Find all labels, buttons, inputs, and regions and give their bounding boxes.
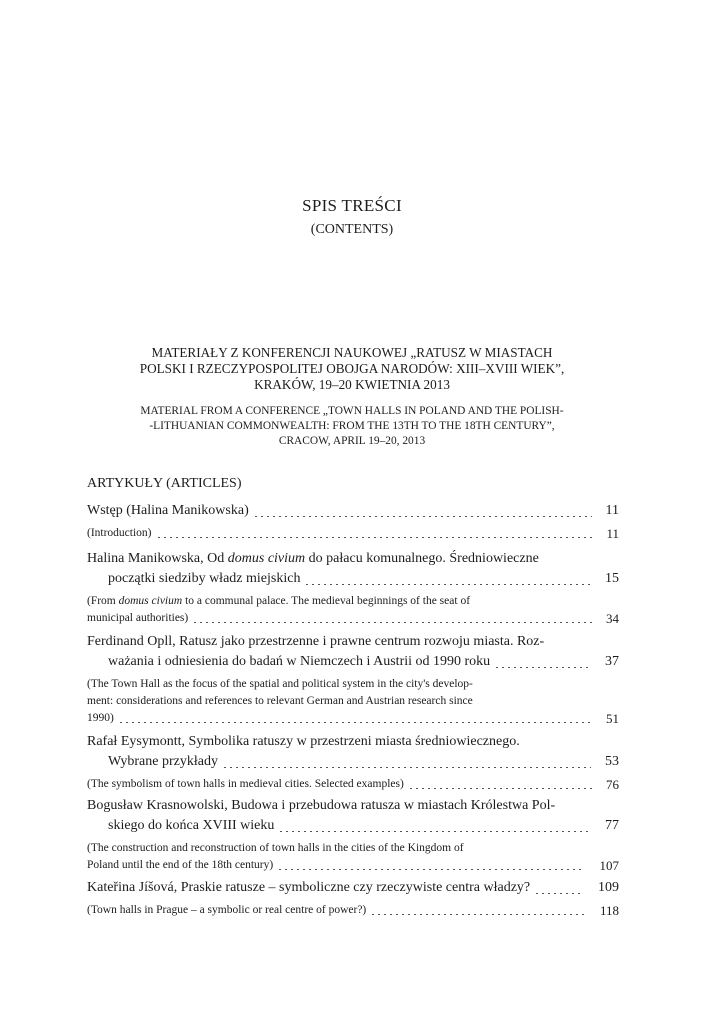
entry-title-line-text: Kateřina Jíšová, Praskie ratusze – symboliczne czy rzeczywiste centra władzy? <box>87 880 531 895</box>
conference-title-en-line-3: CRACOW, APRIL 19–20, 2013 <box>278 435 426 447</box>
dot-leader <box>534 893 584 894</box>
entry-translation-line <box>87 840 619 857</box>
dot-leader <box>278 831 591 832</box>
entry-title-line <box>87 652 619 672</box>
entry-title-line <box>87 796 619 816</box>
dot-leader <box>222 767 591 768</box>
page-number: 51 <box>606 711 619 726</box>
entry-translation-line <box>87 525 619 542</box>
entry-translation-line-text: (From domus civium to a communal palace. The medieval beginnings of the seat of <box>87 595 471 607</box>
conference-title-en-line-2: -LITHUANIAN COMMONWEALTH: FROM THE 13TH TO THE 18TH CENTURY”, <box>149 420 555 432</box>
conference-title-pl-line-1: MATERIAŁY Z KONFERENCJI NAUKOWEJ „RATUSZ W MIASTACH <box>151 345 553 360</box>
entry-translation-line <box>87 857 619 874</box>
entry-title-line-text: Ferdinand Opll, Ratusz jako przestrzenne i prawne centrum rozwoju miasta. Roz- <box>87 634 545 649</box>
page-number: 118 <box>599 903 619 918</box>
entry-translation-line-text: (The symbolism of town halls in medieval cities. Selected examples) <box>87 778 404 790</box>
toc-entry[interactable] <box>87 632 619 727</box>
page-number: 76 <box>606 777 619 792</box>
entry-translation-line-text: (The Town Hall as the focus of the spatial and political system in the city's develop- <box>87 678 473 690</box>
entry-title-line-text: Bogusław Krasnowolski, Budowa i przebudowa ratusza w miastach Królestwa Pol- <box>87 798 556 813</box>
dot-leader <box>494 667 591 668</box>
conference-title-pl-line-3: KRAKÓW, 19–20 KWIETNIA 2013 <box>254 377 450 392</box>
entry-translation-line-text: municipal authorities) <box>87 612 189 624</box>
entry-title-line <box>87 816 619 836</box>
dot-leader <box>408 788 592 789</box>
entry-translation-line <box>87 610 619 627</box>
toc-entry[interactable] <box>87 878 619 919</box>
toc-subtitle: (CONTENTS) <box>310 222 394 237</box>
page-number: 53 <box>605 754 619 769</box>
conference-title-en-line-1: MATERIAL FROM A CONFERENCE „TOWN HALLS IN POLAND AND THE POLISH- <box>140 405 564 417</box>
entry-translation-line-text: ment: considerations and references to relevant German and Austrian research since <box>87 695 473 707</box>
page-number: 37 <box>605 654 619 669</box>
entry-title-line <box>87 732 619 752</box>
conference-title-pl-line-2: POLSKI I RZECZYPOSPOLITEJ OBOJGA NARODÓW: XIII–XVIII WIEK”, <box>139 361 565 376</box>
entry-title-line-text: Wstęp (Halina Manikowska) <box>87 503 249 518</box>
entry-translation-line-text: (Town halls in Prague – a symbolic or real centre of power?) <box>87 904 367 916</box>
dot-leader <box>192 622 592 623</box>
toc-entry[interactable] <box>87 732 619 793</box>
entry-title-line-text: skiego do końca XVIII wieku <box>108 818 275 833</box>
page-number: 11 <box>605 503 619 518</box>
page-number: 107 <box>599 858 619 873</box>
toc-title: SPIS TREŚCI <box>302 196 402 215</box>
entry-translation-line-text: Poland until the end of the 18th century) <box>87 859 274 871</box>
dot-leader <box>118 722 592 723</box>
entry-title-line <box>87 632 619 652</box>
entry-translation-line-text: 1990) <box>87 712 114 724</box>
entry-title-line-text: Rafał Eysymontt, Symbolika ratuszy w przestrzeni miasta średniowiecznego. <box>87 734 520 749</box>
dot-leader <box>304 584 591 585</box>
entry-title-line-text: Wybrane przykłady <box>108 754 218 769</box>
entry-translation-line <box>87 693 619 710</box>
toc-entry[interactable] <box>87 796 619 874</box>
toc-entry[interactable] <box>87 549 619 627</box>
entry-translation-line <box>87 710 619 727</box>
toc-entry[interactable] <box>87 501 619 542</box>
entry-title-line <box>87 752 619 772</box>
entry-translation-line-text: (The construction and reconstruction of town halls in the cities of the Kingdom of <box>87 842 464 854</box>
entry-title-line <box>87 878 619 898</box>
entry-title-line <box>87 549 619 569</box>
entry-title-line-text: ważania i odniesienia do badań w Niemczech i Austrii od 1990 roku <box>108 654 491 669</box>
entry-title-line-text: Halina Manikowska, Od domus civium do pałacu komunalnego. Średniowieczne <box>87 551 539 566</box>
page-number: 15 <box>605 571 619 586</box>
entry-translation-line <box>87 776 619 793</box>
entry-title-line-text: początki siedziby władz miejskich <box>108 571 301 586</box>
dot-leader <box>277 869 585 870</box>
dot-leader <box>370 914 586 915</box>
dot-leader <box>156 537 592 538</box>
page-number: 11 <box>606 526 619 541</box>
entry-title-line <box>87 569 619 589</box>
entry-translation-line <box>87 593 619 610</box>
page-number: 77 <box>605 818 619 833</box>
page-number: 34 <box>606 611 619 626</box>
section-heading-articles: ARTYKUŁY (ARTICLES) <box>87 476 242 491</box>
page-number: 109 <box>598 880 619 895</box>
entry-translation-line <box>87 676 619 693</box>
entry-title-line <box>87 501 619 521</box>
dot-leader <box>253 516 592 517</box>
entry-translation-line-text: (Introduction) <box>87 527 152 539</box>
entry-translation-line <box>87 902 619 919</box>
